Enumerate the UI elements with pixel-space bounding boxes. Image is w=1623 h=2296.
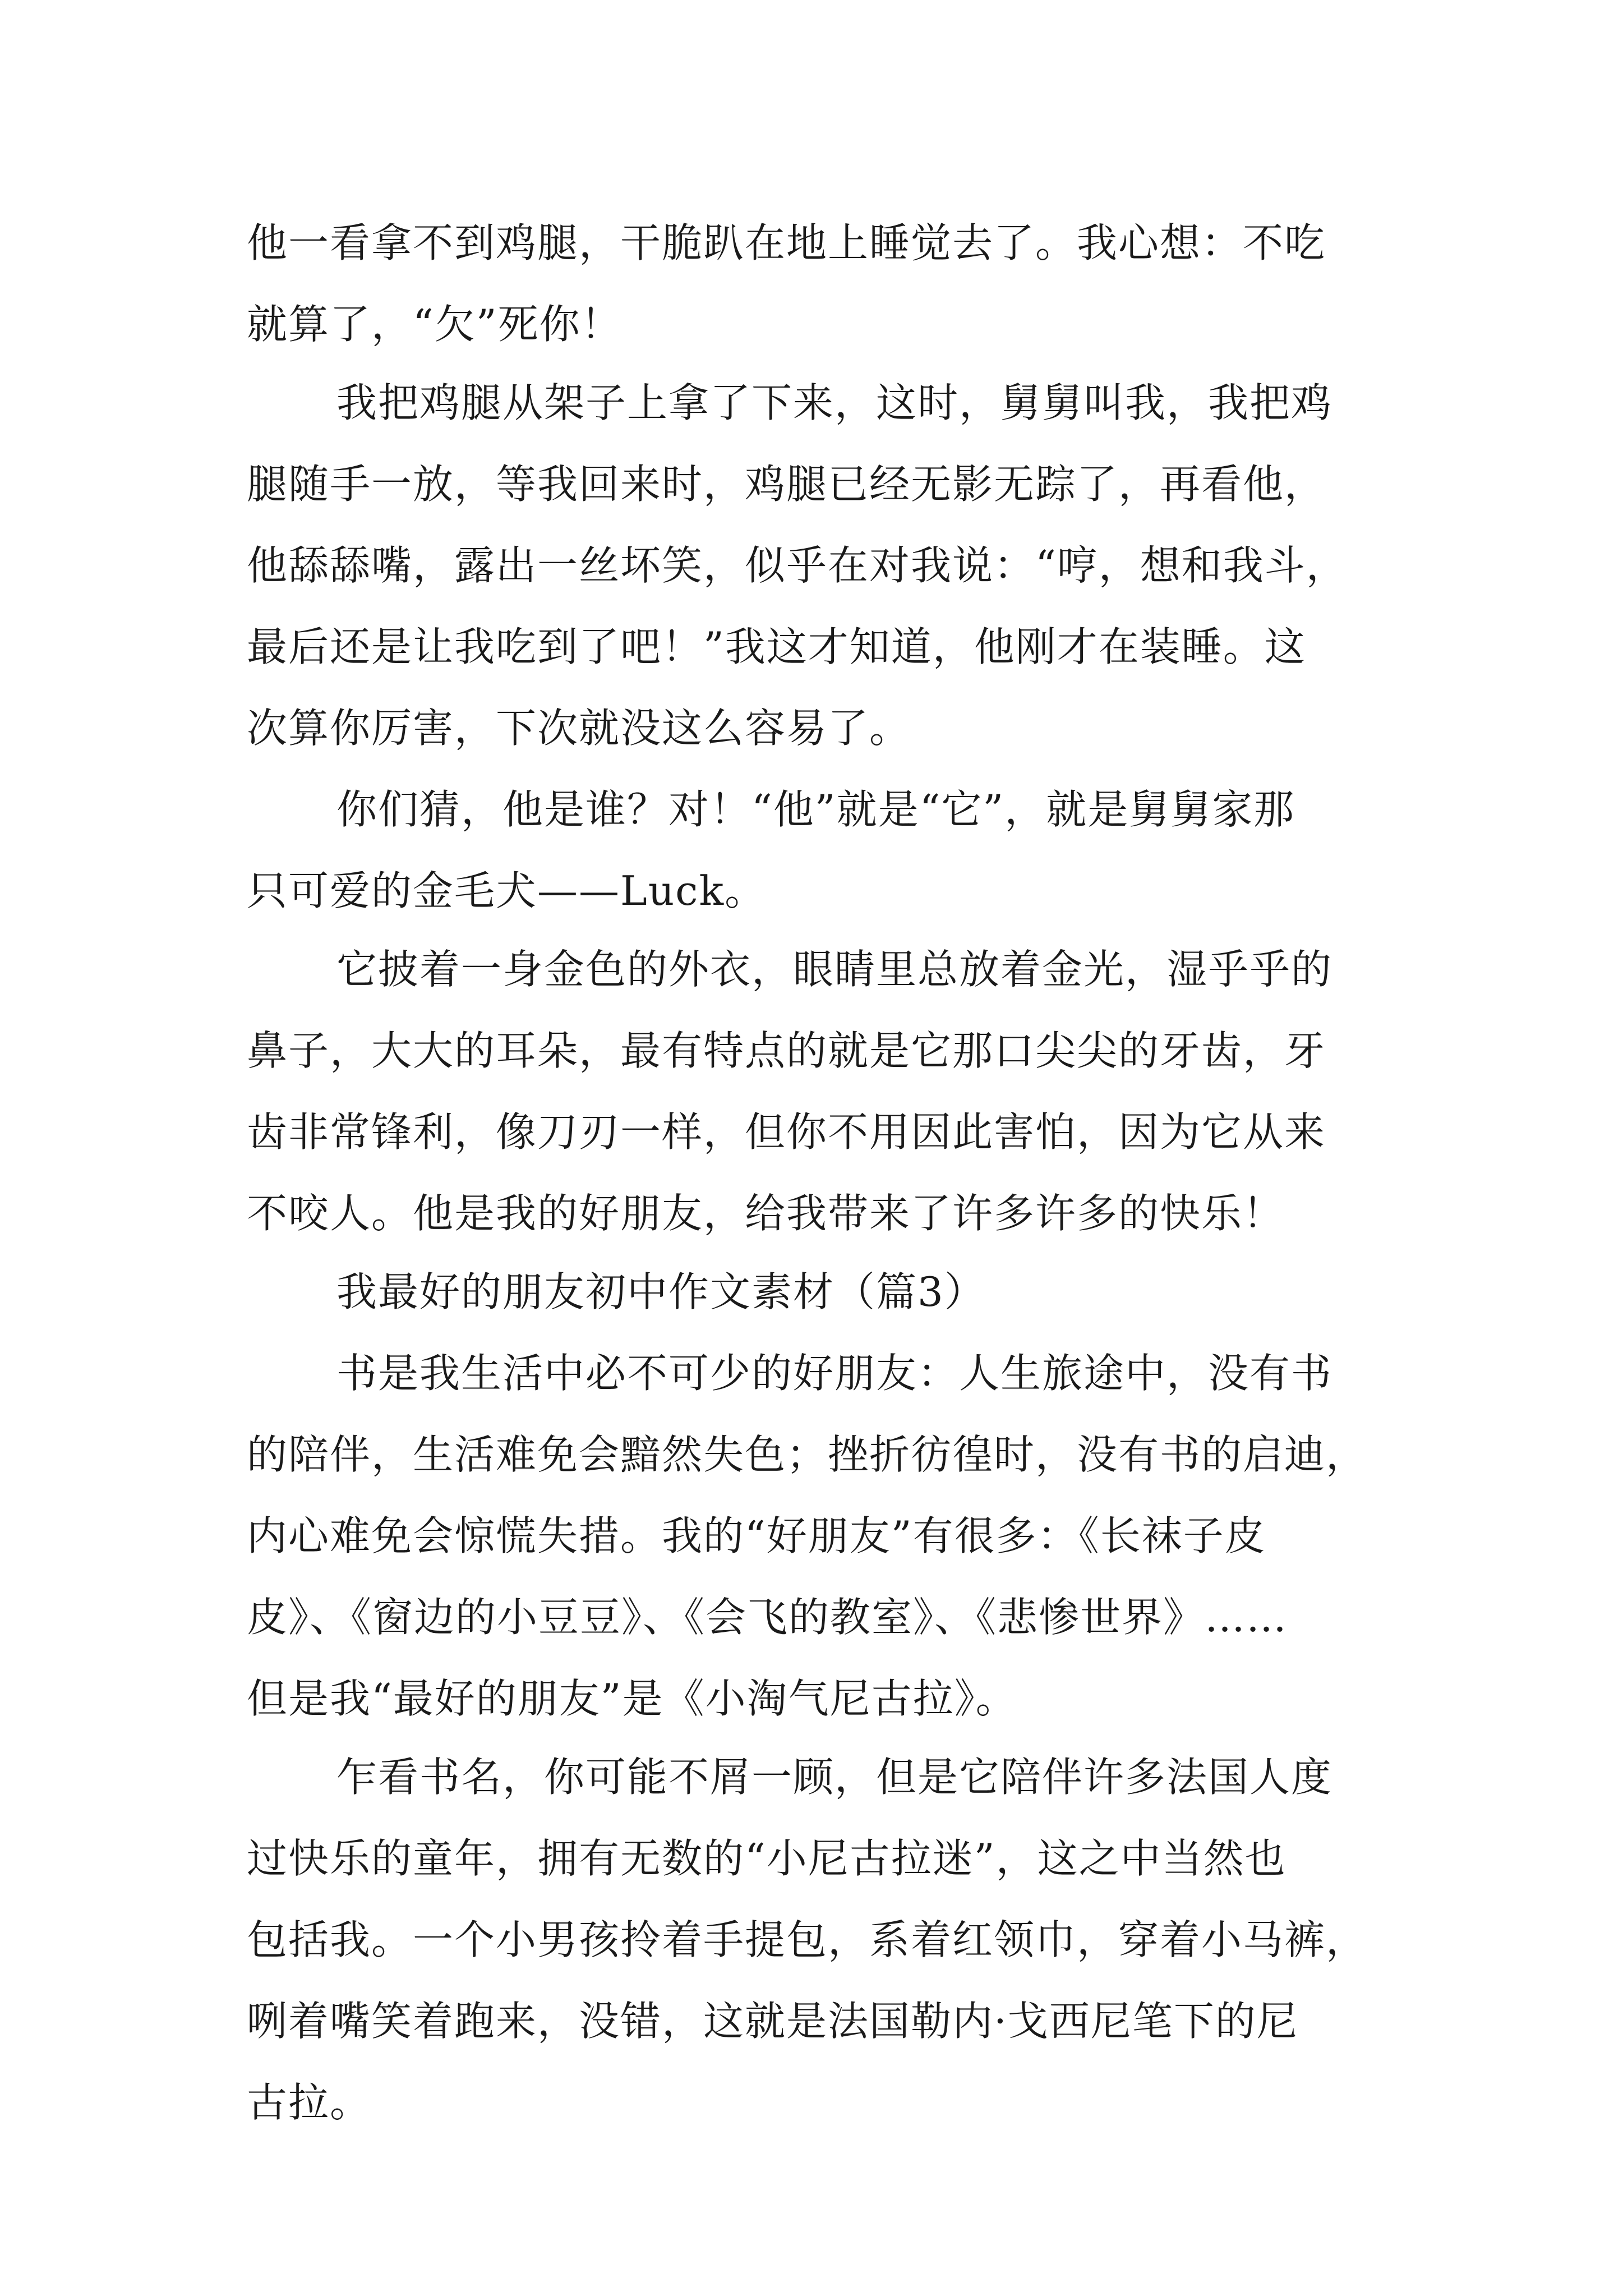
text-line: 书是我生活中必不可少的好朋友：人生旅途中，没有书 [336,1350,1333,1397]
text-line: 他一看拿不到鸡腿，干脆趴在地上睡觉去了。我心想：不吃 [247,219,1326,266]
text-line: 我把鸡腿从架子上拿了下来，这时，舅舅叫我，我把鸡 [336,379,1333,426]
text-line: 咧着嘴笑着跑来，没错，这就是法国勒内·戈西尼笔下的尼 [247,1998,1298,2045]
section-heading: 我最好的朋友初中作文素材（篇3） [336,1268,986,1315]
text-line: 你们猜，他是谁？对！“他”就是“它”，就是舅舅家那 [336,786,1295,833]
text-line: 它披着一身金色的外衣，眼睛里总放着金光，湿乎乎的 [336,946,1333,993]
text-line: 但是我“最好的朋友”是《小淘气尼古拉》。 [247,1675,1017,1722]
text-line: 次算你厉害，下次就没这么容易了。 [247,705,911,752]
text-line: 只可爱的金毛犬——Luck。 [247,867,767,914]
text-line: 包括我。一个小男孩拎着手提包，系着红领巾，穿着小马裤， [247,1916,1368,1963]
text-line: 腿随手一放，等我回来时，鸡腿已经无影无踪了，再看他， [247,461,1326,508]
text-line: 内心难免会惊慌失措。我的“好朋友”有很多：《长袜子皮 [247,1512,1266,1559]
text-line: 古拉。 [247,2079,372,2126]
text-line: 皮》、《窗边的小豆豆》、《会飞的教室》、《悲惨世界》…… [247,1594,1288,1641]
text-line: 最后还是让我吃到了吧！”我这才知道，他刚才在装睡。这 [247,623,1306,670]
text-line: 的陪伴，生活难免会黯然失色；挫折彷徨时，没有书的启迪， [247,1431,1368,1478]
text-line: 鼻子，大大的耳朵，最有特点的就是它那口尖尖的牙齿，牙 [247,1027,1326,1074]
text-line: 齿非常锋利，像刀刃一样，但你不用因此害怕，因为它从来 [247,1108,1326,1156]
text-line: 乍看书名，你可能不屑一顾，但是它陪伴许多法国人度 [336,1754,1333,1801]
text-line: 不咬人。他是我的好朋友，给我带来了许多许多的快乐！ [247,1190,1285,1237]
text-line: 他舔舔嘴，露出一丝坏笑，似乎在对我说：“哼，想和我斗， [247,542,1348,589]
text-line: 过快乐的童年，拥有无数的“小尼古拉迷”，这之中当然也 [247,1835,1287,1882]
text-line: 就算了，“欠”死你！ [247,301,623,348]
